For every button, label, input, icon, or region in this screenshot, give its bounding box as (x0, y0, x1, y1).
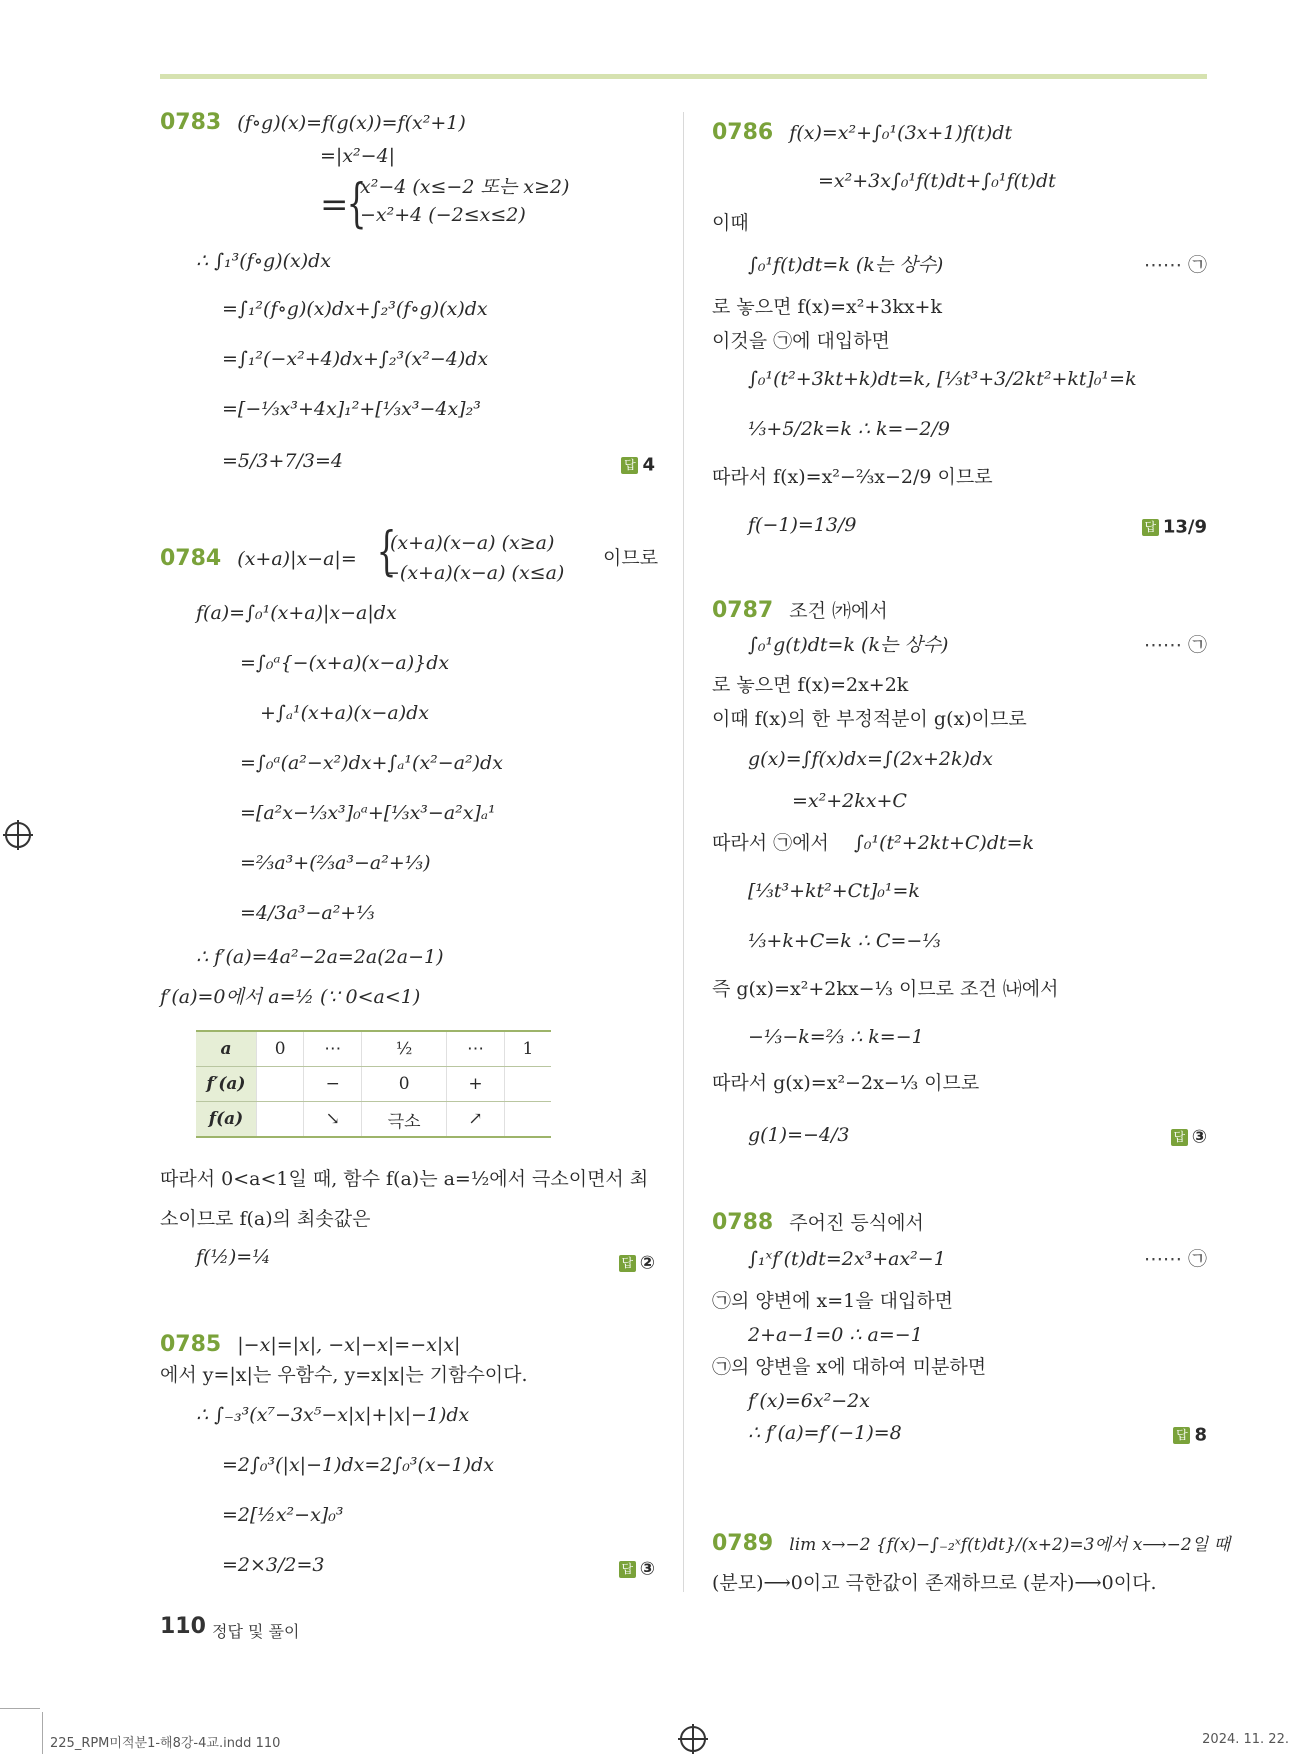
brace: { (376, 522, 397, 582)
table-row (196, 1067, 551, 1102)
math-line: ∫₀¹(t²+3kt+k)dt=k, [⅓t³+3/2kt²+kt]₀¹=k (748, 368, 1137, 390)
math-line: =∫₁²(−x²+4)dx+∫₂³(x²−4)dx (222, 348, 489, 370)
problem-number: 0785 (160, 1332, 222, 1357)
text-line: 따라서 f(x)=x²−⅔x−2/9 이므로 (712, 466, 993, 488)
section-title: 정답 및 풀이 (212, 1622, 300, 1641)
problem-number: 0789 (712, 1531, 774, 1556)
text-line: 로 놓으면 f(x)=x²+3kx+k (712, 296, 942, 318)
math-line: =4/3a³−a²+⅓ (240, 902, 375, 924)
text-line: ㉠의 양변에 x=1을 대입하면 (712, 1290, 954, 1312)
math-line: =5/3+7/3=4 (222, 450, 344, 472)
text-line: 이때 f(x)의 한 부정적분이 g(x)이므로 (712, 708, 1027, 730)
answer-value: ② (639, 1252, 655, 1274)
text-line: 따라서 0<a<1일 때, 함수 f(a)는 a=½에서 극소이면서 최 (160, 1168, 649, 1190)
text-line: 조건 ㈎에서 (789, 600, 888, 622)
problem-0786 (712, 120, 1012, 145)
problem-0783 (160, 110, 466, 135)
answer-value: 8 (1194, 1424, 1207, 1446)
answer-value: ③ (639, 1558, 655, 1580)
table-row (196, 1031, 551, 1067)
math-line: f(x)=x²+∫₀¹(3x+1)f(t)dt (789, 122, 1013, 144)
table-cell (257, 1102, 304, 1138)
crop-mark (42, 1712, 43, 1754)
math-line: f(−1)=13/9 (748, 514, 857, 536)
math-line: −x²+4 (−2≤x≤2) (360, 204, 526, 226)
table-cell (504, 1102, 551, 1138)
table-cell: 0 (257, 1031, 304, 1067)
math-line: =x²+3x∫₀¹f(t)dt+∫₀¹f(t)dt (818, 170, 1056, 192)
answer-value: 13/9 (1162, 516, 1207, 538)
math-line: =2∫₀³(|x|−1)dx=2∫₀³(x−1)dx (222, 1454, 494, 1476)
answer-badge (1171, 1126, 1207, 1148)
table-cell: ⋯ (447, 1031, 505, 1067)
table-cell: f′(a) (196, 1067, 257, 1102)
table-cell: ↘ (304, 1102, 362, 1138)
math-line: =[−⅓x³+4x]₁²+[⅓x³−4x]₂³ (222, 398, 481, 420)
math-line: =∫₀ᵃ(a²−x²)dx+∫ₐ¹(x²−a²)dx (240, 752, 503, 774)
text-line: 따라서 g(x)=x²−2x−⅓ 이므로 (712, 1072, 980, 1094)
text-line: 이것을 ㉠에 대입하면 (712, 330, 890, 352)
math-line: lim x→−2 {f(x)−∫₋₂ˣf(t)dt}/(x+2)=3에서 x⟶−2일 때 (789, 1535, 1230, 1555)
math-line: f(a)=∫₀¹(x+a)|x−a|dx (196, 602, 397, 624)
text-line: 따라서 ㉠에서 (712, 832, 829, 854)
math-line: (x+a)|x−a|= (237, 548, 357, 570)
math-line: ∫₁ˣf′(t)dt=2x³+ax²−1 (748, 1248, 946, 1270)
table-cell (257, 1067, 304, 1102)
table-cell: f(a) (196, 1102, 257, 1138)
text-line: 소이므로 f(a)의 최솟값은 (160, 1208, 371, 1230)
math-line: g(1)=−4/3 (748, 1124, 850, 1146)
answer-tag: 답 (1173, 1427, 1190, 1444)
brace: { (346, 174, 367, 234)
text-line: (분모)⟶0이고 극한값이 존재하므로 (분자)⟶0이다. (712, 1572, 1157, 1594)
table-cell: ½ (362, 1031, 447, 1067)
table-cell: − (304, 1067, 362, 1102)
header-rule (160, 74, 1207, 79)
math-line: =⅔a³+(⅔a³−a²+⅓) (240, 852, 431, 874)
problem-0785 (160, 1332, 460, 1357)
equation-marker: ⋯⋯ ㉠ (1143, 1248, 1207, 1270)
problem-0787 (712, 596, 888, 623)
answer-tag: 답 (1142, 519, 1159, 536)
math-line: −⅓−k=⅔ ∴ k=−1 (748, 1026, 924, 1048)
problem-0789 (712, 1530, 1230, 1556)
increase-decrease-table (196, 1030, 551, 1138)
math-line: ∫₀¹(t²+2kt+C)dt=k (854, 832, 1035, 854)
math-line: x²−4 (x≤−2 또는 x≥2) (360, 176, 570, 198)
text-line: 에서 y=|x|는 우함수, y=x|x|는 기함수이다. (160, 1364, 528, 1386)
brace: = (320, 185, 349, 225)
answer-value: 4 (642, 454, 655, 476)
math-line: ⅓+k+C=k ∴ C=−⅓ (748, 930, 941, 952)
page-number: 110 (160, 1614, 206, 1639)
problem-number: 0783 (160, 110, 222, 135)
answer-badge (1173, 1424, 1207, 1446)
problem-number: 0786 (712, 120, 774, 145)
math-line: −(x+a)(x−a) (x≤a) (384, 562, 565, 584)
math-line: =2×3/2=3 (222, 1554, 325, 1576)
math-line: |−x|=|x|, −x|−x|=−x|x| (237, 1334, 461, 1356)
problem-number: 0787 (712, 598, 774, 623)
table-cell: a (196, 1031, 257, 1067)
math-line: =|x²−4| (320, 145, 396, 167)
problem-number: 0788 (712, 1210, 774, 1235)
table-row (196, 1102, 551, 1138)
math-line: =x²+2kx+C (792, 790, 907, 812)
answer-value: ③ (1191, 1126, 1207, 1148)
math-line: f′(x)=6x²−2x (748, 1390, 870, 1412)
math-line: (x+a)(x−a) (x≥a) (390, 532, 555, 554)
answer-badge (619, 1558, 655, 1580)
math-line: ∴ ∫₋₃³(x⁷−3x⁵−x|x|+|x|−1)dx (196, 1404, 470, 1426)
math-line: ∴ f′(a)=4a²−2a=2a(2a−1) (196, 946, 444, 968)
math-line: ∫₀¹f(t)dt=k (k는 상수) (748, 254, 944, 276)
math-line: [⅓t³+kt²+Ct]₀¹=k (748, 880, 920, 902)
math-line: g(x)=∫f(x)dx=∫(2x+2k)dx (748, 748, 993, 770)
column-divider (683, 112, 684, 1592)
math-line: ∴ f′(a)=f′(−1)=8 (748, 1422, 902, 1444)
answer-tag: 답 (619, 1561, 636, 1578)
math-line: ∴ ∫₁³(f∘g)(x)dx (196, 250, 332, 272)
math-line: +∫ₐ¹(x+a)(x−a)dx (260, 702, 430, 724)
math-line: 2+a−1=0 ∴ a=−1 (748, 1324, 923, 1346)
table-cell: 0 (362, 1067, 447, 1102)
problem-number: 0784 (160, 546, 222, 571)
answer-badge (619, 1252, 655, 1274)
text-line: 즉 g(x)=x²+2kx−⅓ 이므로 조건 ㈏에서 (712, 978, 1059, 1000)
text-line: 로 놓으면 f(x)=2x+2k (712, 674, 909, 696)
crop-mark (0, 1708, 40, 1709)
math-line: =∫₀ᵃ{−(x+a)(x−a)}dx (240, 652, 450, 674)
registration-mark-icon (5, 822, 31, 848)
math-line: =∫₁²(f∘g)(x)dx+∫₂³(f∘g)(x)dx (222, 298, 488, 320)
table-cell (504, 1067, 551, 1102)
text-line: ㉠의 양변을 x에 대하여 미분하면 (712, 1356, 987, 1378)
math-line: ∫₀¹g(t)dt=k (k는 상수) (748, 634, 949, 656)
equation-marker: ⋯⋯ ㉠ (1143, 634, 1207, 656)
text-line: 주어진 등식에서 (789, 1212, 924, 1234)
table-cell: 극소 (362, 1102, 447, 1138)
math-line: ⅓+5/2k=k ∴ k=−2/9 (748, 418, 950, 440)
registration-mark-icon (680, 1726, 706, 1752)
print-date: 2024. 11. 22. (1202, 1732, 1289, 1747)
equation-marker: ⋯⋯ ㉠ (1143, 254, 1207, 276)
math-line: f(½)=¼ (196, 1246, 271, 1268)
table-cell: + (447, 1067, 505, 1102)
text-line: 이므로 (603, 547, 659, 569)
answer-badge (621, 454, 655, 476)
file-name: 225_RPM미적분1-해8강-4교.indd 110 (50, 1736, 281, 1751)
problem-0788 (712, 1208, 924, 1235)
answer-tag: 답 (621, 457, 638, 474)
answer-tag: 답 (619, 1255, 636, 1272)
text-line: 이때 (712, 212, 749, 234)
table-cell: ↗ (447, 1102, 505, 1138)
math-line: (f∘g)(x)=f(g(x))=f(x²+1) (237, 112, 466, 134)
math-line: =2[½x²−x]₀³ (222, 1504, 344, 1526)
answer-badge (1142, 516, 1207, 538)
table-cell: ⋯ (304, 1031, 362, 1067)
answer-tag: 답 (1171, 1129, 1188, 1146)
problem-0784 (160, 546, 357, 571)
table-cell: 1 (504, 1031, 551, 1067)
math-line: f′(a)=0에서 a=½ (∵ 0<a<1) (160, 986, 421, 1008)
math-line: =[a²x−⅓x³]₀ᵃ+[⅓x³−a²x]ₐ¹ (240, 802, 496, 824)
